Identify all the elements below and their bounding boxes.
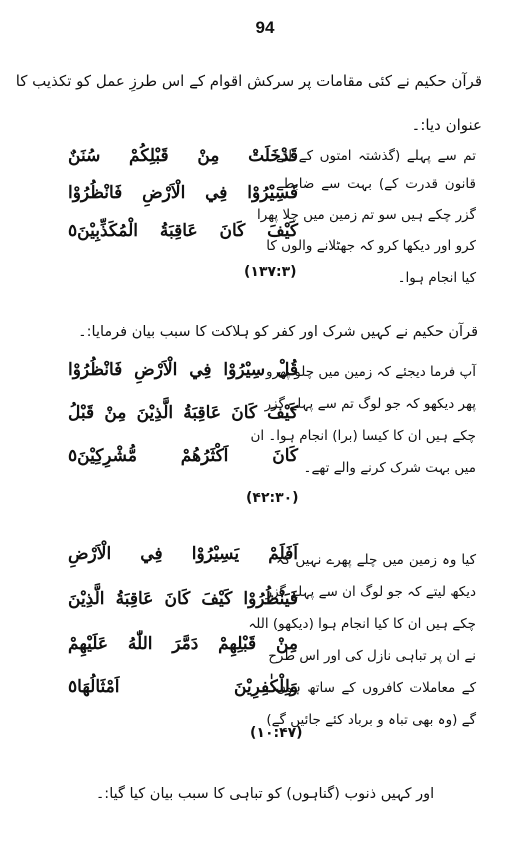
urdu-translation-line: کرو اور دیکھا کرو کہ جھٹلانے والوں کا	[266, 238, 476, 254]
urdu-translation-line: چکے ہیں ان کا کیسا (برا) انجام ہوا۔ ان	[250, 428, 476, 444]
page-number: 94	[255, 18, 275, 37]
arabic-verse-line: قَدْخَلَتْ مِنْ قَبْلِكُمْ سُنَنٌ	[68, 146, 298, 166]
arabic-verse-line: قُلْ سِيْرُوْا فِي الْاَرْضِ فَانْظُرُوْا	[68, 360, 298, 380]
urdu-translation-line: نے ان پر تباہی نازل کی اور اس طرح	[268, 648, 476, 664]
verse-reference: (۱۰:۴۷)	[250, 725, 303, 741]
arabic-verse-line: كَيْفَ كَانَ عَاقِبَةُ الْمُكَذِّبِيْنَ٥	[68, 221, 298, 241]
intro-line-1: قرآن حکیم نے کئی مقامات پر سرکش اقوام کے اس طرزِ عمل کو تکذیب کا	[15, 72, 482, 90]
urdu-translation-line: گے (وہ بھی تباہ و برباد کئے جائیں گے)	[266, 712, 476, 728]
arabic-verse-line: فَيَنْظُرُوْا كَيْفَ كَانَ عَاقِبَةُ الَّذِيْنَ	[68, 589, 298, 609]
urdu-translation-line: قانون قدرت کے) بہت سے ضابطے	[276, 176, 476, 192]
arabic-verse-line: اَفَلَمْ يَسِيْرُوْا فِي الْاَرْضِ	[68, 544, 298, 564]
urdu-translation-line: کے معاملات کافروں کے ساتھ ہوں	[276, 680, 476, 696]
verse-reference: (۱۳۷:۳)	[244, 264, 297, 280]
arabic-verse-line: وَلِلْكٰفِرِيْنَ اَمْثَالُهَا٥	[68, 677, 298, 697]
urdu-translation-line: میں بہت شرک کرنے والے تھے۔	[303, 460, 476, 476]
urdu-translation-line: دیکھ لیتے کہ جو لوگ ان سے پہلے گزر	[265, 584, 476, 600]
arabic-verse-line: فَسِيْرُوْا فِي الْاَرْضِ فَانْظُرُوْا	[68, 183, 298, 203]
verse-reference: (۴۲:۳۰)	[246, 490, 299, 506]
arabic-verse-line: كَانَ اَكْثَرُهُمْ مُّشْرِكِيْنَ٥	[68, 446, 298, 466]
urdu-translation-line: تم سے پہلے (گذشتہ امتوں کے لئے	[276, 148, 476, 164]
arabic-verse-line: كَيْفَ كَانَ عَاقِبَةُ الَّذِيْنَ مِنْ قَبْلُ	[68, 403, 298, 423]
urdu-translation-line: پھر دیکھو کہ جو لوگ تم سے پہلے گزر	[264, 396, 476, 412]
urdu-translation-line: کیا وہ زمین میں چلے پھرے نہیں کہ	[276, 552, 476, 568]
urdu-translation-line: گزر چکے ہیں سو تم زمین میں چلا پھرا	[257, 207, 476, 223]
section-heading: قرآن حکیم نے کہیں شرک اور کفر کو ہلاکت کا سبب بیان فرمایا:۔	[78, 324, 478, 340]
intro-line-2: عنوان دیا:۔	[411, 116, 482, 134]
arabic-verse-line: مِنْ قَبْلِهِمْ دَمَّرَ اللّٰهُ عَلَيْهِمْ	[68, 634, 298, 654]
footer-line: اور کہیں ذنوب (گناہوں) کو تباہی کا سبب بیان کیا گیا:۔	[95, 786, 435, 802]
urdu-translation-line: آپ فرما دیجئے کہ زمین میں چلو پھرو	[266, 364, 476, 380]
urdu-translation-line: چکے ہیں ان کا کیا انجام ہوا (دیکھو) اللہ	[248, 616, 476, 632]
urdu-translation-line: کیا انجام ہوا۔	[397, 270, 476, 286]
